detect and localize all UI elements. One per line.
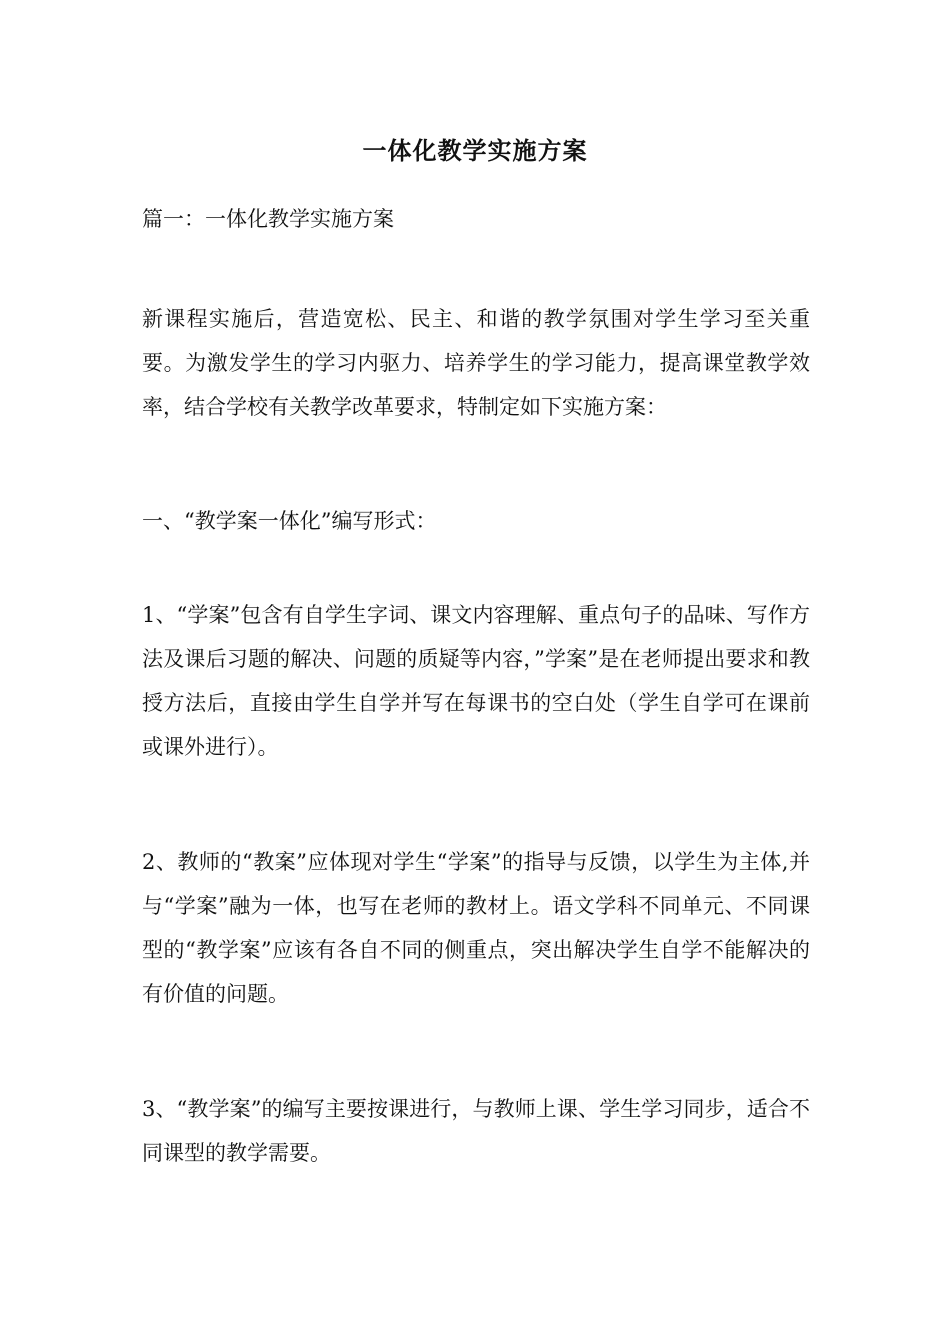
document-subtitle: 篇一：一体化教学实施方案 bbox=[142, 207, 394, 231]
document-title: 一体化教学实施方案 bbox=[362, 137, 588, 165]
list-item-3: 3、“教学案”的编写主要按课进行，与教师上课、学生学习同步，适合不同课型的教学需要。 bbox=[142, 1097, 810, 1165]
intro-paragraph: 新课程实施后，营造宽松、民主、和谐的教学氛围对学生学习至关重要。为激发学生的学习内驱力、培养学生的学习能力，提高课堂教学效率，结合学校有关教学改革要求，特制定如下实施方案： bbox=[142, 307, 810, 419]
list-item-1: 1、“学案”包含有自学生字词、课文内容理解、重点句子的品味、写作方法及课后习题的解决、问题的质疑等内容，”学案”是在老师提出要求和教授方法后，直接由学生自学并写在每课书的空白处（学生自学可在课前或课外进行）。 bbox=[142, 603, 810, 759]
list-item-2: 2、教师的“教案”应体现对学生“学案”的指导与反馈，以学生为主体,并与“学案”融为一体，也写在老师的教材上。语文学科不同单元、不同课型的“教学案”应该有各自不同的侧重点，突出解决学生自学不能解决的有价值的问题。 bbox=[142, 850, 810, 1006]
section-heading-1: 一、“教学案一体化”编写形式： bbox=[142, 509, 437, 533]
